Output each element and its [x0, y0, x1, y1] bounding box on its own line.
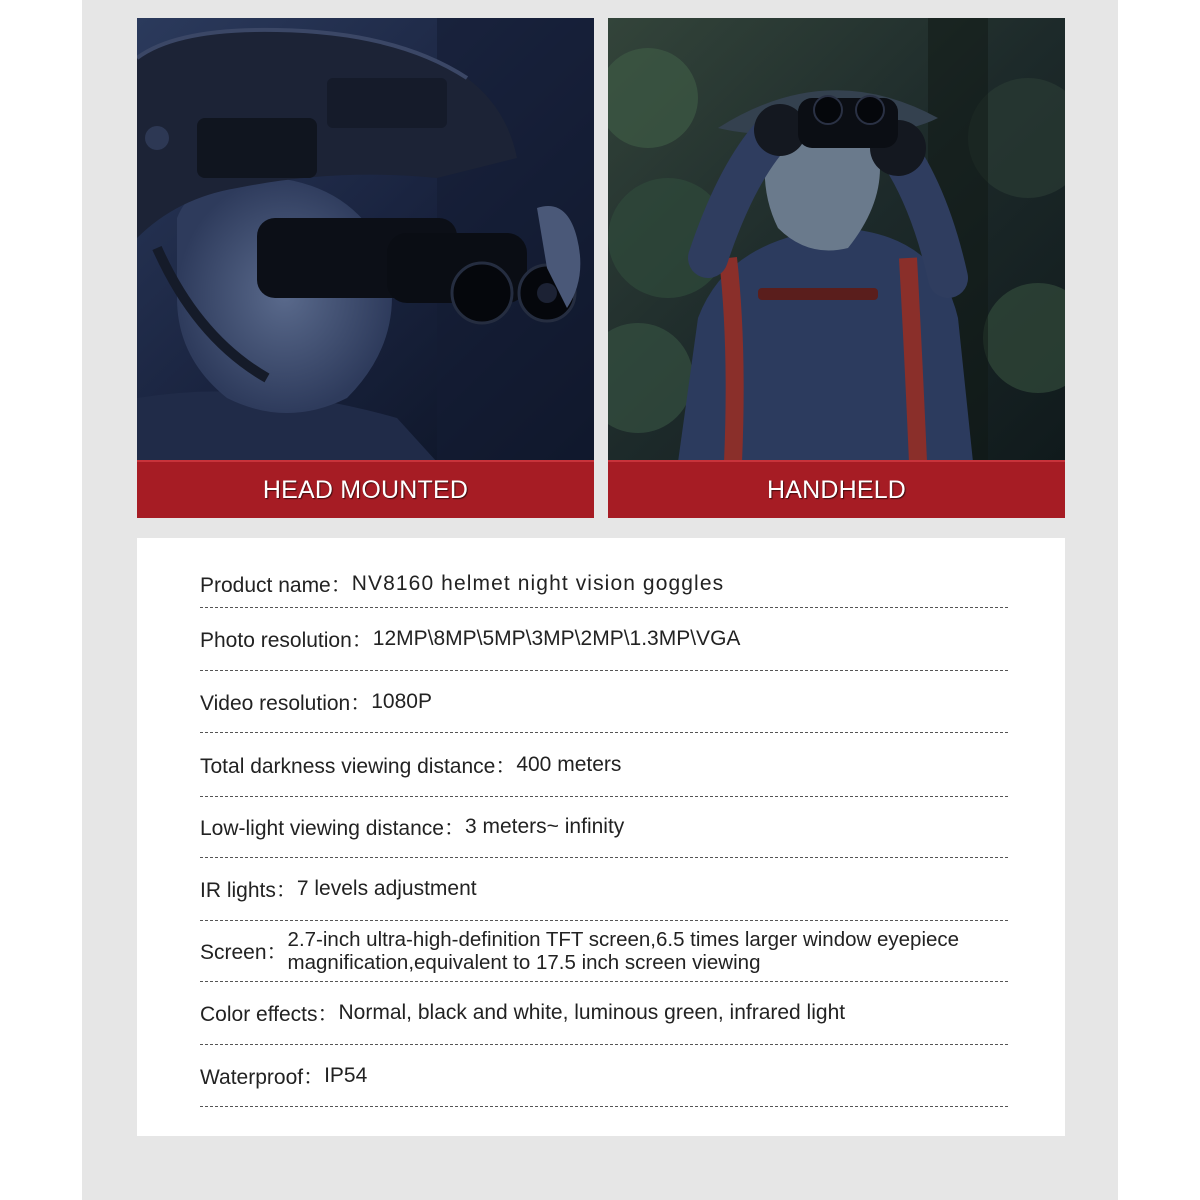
spec-value: NV8160 helmet night vision goggles	[351, 571, 725, 595]
caption-head-mounted: HEAD MOUNTED	[262, 475, 469, 504]
spec-value: 2.7-inch ultra-high-definition TFT screen,6.5 times larger window eyepiece magnification,equivalent to 17.5 inch screen viewing	[287, 928, 960, 974]
spec-label: IR lights：	[200, 879, 297, 902]
spec-label: Photo resolution：	[200, 629, 373, 652]
spec-value: Normal, black and white, luminous green, infrared light	[338, 1001, 846, 1024]
helmet-mounted-goggles-photo	[137, 18, 594, 462]
spec-row-product-name	[200, 560, 1008, 608]
spec-label: Low-light viewing distance：	[200, 817, 465, 840]
spec-value: 12MP\8MP\5MP\3MP\2MP\1.3MP\VGA	[372, 627, 741, 650]
spec-label: Screen：	[200, 941, 288, 964]
spec-row-color-effects	[200, 982, 1008, 1045]
spec-row-photo-resolution	[200, 608, 1008, 671]
head-mounted-card	[137, 18, 594, 518]
spec-label: Video resolution：	[200, 691, 372, 715]
spec-row-low-light-distance	[200, 797, 1008, 858]
caption-bar	[608, 460, 1065, 518]
spec-row-video-resolution	[200, 671, 1008, 733]
spec-value: 1080P	[371, 689, 432, 713]
handheld-goggles-photo	[608, 18, 1065, 462]
spec-value: 400 meters	[516, 752, 622, 776]
handheld-card	[608, 18, 1065, 518]
spec-label: Product name：	[200, 573, 352, 597]
spec-panel	[137, 538, 1065, 1136]
spec-row-darkness-distance	[200, 733, 1008, 797]
spec-value: 3 meters~ infinity	[464, 815, 625, 838]
spec-label: Waterproof：	[200, 1065, 325, 1089]
spec-label: Total darkness viewing distance：	[200, 754, 517, 778]
spec-value: 7 levels adjustment	[296, 877, 477, 900]
caption-handheld: HANDHELD	[766, 475, 907, 504]
spec-value: IP54	[324, 1063, 368, 1087]
spec-label: Color effects：	[200, 1003, 339, 1026]
spec-row-ir-lights	[200, 858, 1008, 921]
caption-bar	[137, 460, 594, 518]
spec-row-waterproof	[200, 1045, 1008, 1107]
spec-row-screen	[200, 921, 1008, 982]
